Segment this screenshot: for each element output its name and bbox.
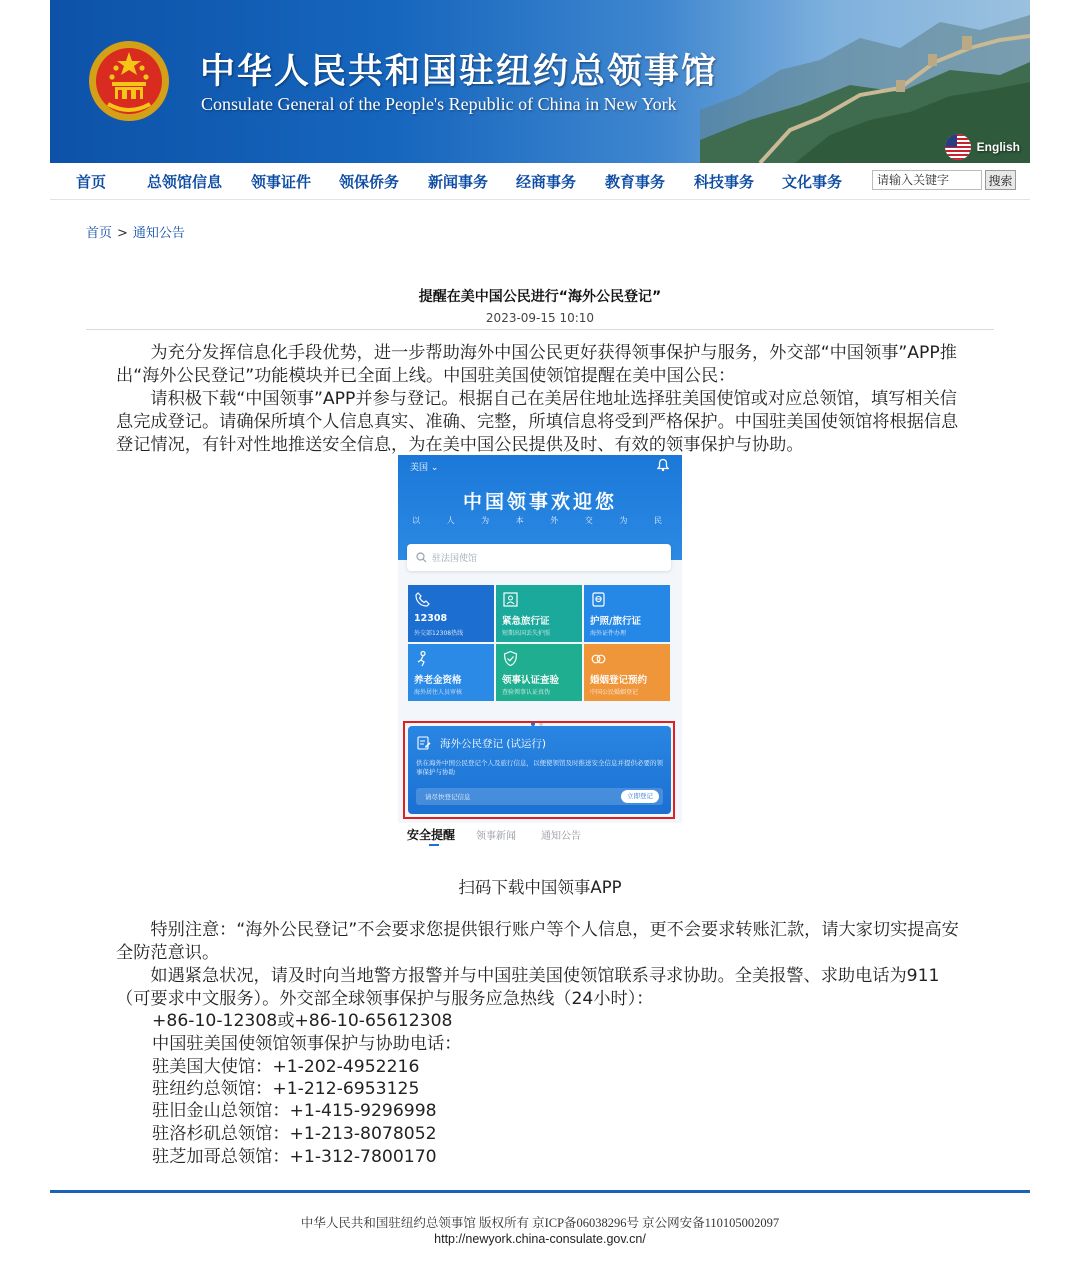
national-emblem-icon <box>88 40 170 122</box>
site-banner <box>50 0 1030 163</box>
article-title: 提醒在美中国公民进行“海外公民登记” <box>418 289 662 305</box>
tile-title: 12308 <box>414 613 448 624</box>
nav-item-news[interactable]: 新闻事务 <box>428 173 489 191</box>
search-icon <box>416 552 427 563</box>
tile-title: 领事认证查验 <box>502 675 560 686</box>
contacts-heading: 中国驻美国使领馆领事保护与协助电话： <box>152 1034 462 1054</box>
footer-divider <box>50 1190 1030 1193</box>
tile-subtitle: 短期出国丢失护照 <box>502 630 551 637</box>
app-tab-consular-news: 领事新闻 <box>476 831 516 842</box>
english-label: English <box>976 140 1020 154</box>
person-icon <box>414 650 431 667</box>
app-tile-pension <box>408 644 494 701</box>
emergency-paragraph <box>116 965 966 1011</box>
contact-chicago: 驻芝加哥总领馆：+1-312-7800170 <box>152 1147 437 1167</box>
app-tile-marriage-registration <box>584 644 670 701</box>
title-divider <box>86 329 994 330</box>
tile-title: 护照/旅行证 <box>590 616 641 627</box>
contact-new-york: 驻纽约总领馆：+1-212-6953125 <box>152 1079 420 1099</box>
instruction-line: 根据信息登记情况，有针对性地推送安全信息，为在美中国公民提供及时、有效的领事保护与协助。 <box>116 412 959 455</box>
main-nav <box>50 163 1030 200</box>
phone-icon <box>414 591 431 608</box>
instruction-line: 关信息完成登记。请确保所填个人信息真实、准确、完整，所填信息将受到严格保护。中国驻美国使领馆将 <box>116 389 957 432</box>
shield-check-icon <box>502 650 519 667</box>
notice-paragraph <box>116 919 966 965</box>
app-tile-authentication-check <box>496 644 582 701</box>
tile-title: 养老金资格 <box>414 675 462 686</box>
footer-url: http://newyork.china-consulate.gov.cn/ <box>434 1232 646 1246</box>
app-tabs <box>398 823 682 849</box>
app-tile-emergency-travel-document <box>496 585 582 642</box>
search-button[interactable]: 搜索 <box>985 170 1016 190</box>
tile-subtitle: 外交部12308热线 <box>414 630 464 637</box>
nav-item-consulate-info[interactable]: 总领馆信息 <box>147 173 223 191</box>
intro-line: 为充分发挥信息化手段优势，进一步帮助海外中国公民更好获得领事保护与服务，外交部“中国领 <box>150 343 882 363</box>
tile-subtitle: 查验领事认证真伪 <box>502 689 551 696</box>
passport-icon <box>590 591 607 608</box>
bell-icon <box>656 458 670 472</box>
instruction-paragraph <box>116 388 966 457</box>
app-slogan: 中国领事欢迎您 <box>462 491 617 513</box>
article-date: 2023-09-15 10:10 <box>485 311 595 325</box>
hotline-numbers: +86-10-12308或+86-10-65612308 <box>152 1011 453 1031</box>
app-search-bar <box>407 544 671 571</box>
app-tile-12308 <box>408 585 494 642</box>
app-screenshot <box>398 455 682 849</box>
nav-item-home[interactable]: 首页 <box>76 173 107 191</box>
app-tab-safety-alerts: 安全提醒 <box>407 828 456 842</box>
registration-hint: 请尽快登记信息 <box>425 793 471 801</box>
app-region-selector: 美国 ⌄ <box>410 463 439 473</box>
app-tab-announcements: 通知公告 <box>541 831 581 842</box>
tile-subtitle: 海外证件办理 <box>590 630 627 637</box>
notice-line: 特别注意：“海外公民登记”不会要求您提供银行账户等个人信息，更不会要求转账汇款，请大家切实 <box>150 920 908 940</box>
highlight-box <box>403 721 675 819</box>
breadcrumb-current-link[interactable]: 通知公告 <box>132 226 185 241</box>
tile-title: 紧急旅行证 <box>502 616 550 627</box>
intro-paragraph <box>116 342 966 388</box>
contact-embassy: 驻美国大使馆：+1-202-4952216 <box>152 1057 420 1077</box>
emergency-line: 911（可要求中文服务）。外交部全球领事保护与服务应急热线（24小时）： <box>116 966 940 1009</box>
registration-card-title: 海外公民登记 (试运行) <box>440 738 547 750</box>
footer-copyright: 中华人民共和国驻纽约总领事馆 版权所有 京ICP备06038296号 京公网安备110105002097 <box>300 1216 780 1230</box>
us-flag-icon <box>945 134 971 160</box>
app-tile-passport <box>584 585 670 642</box>
nav-item-culture[interactable]: 文化事务 <box>782 173 843 191</box>
site-title-cn: 中华人民共和国驻纽约总领事馆 <box>200 52 719 92</box>
nav-item-science-technology[interactable]: 科技事务 <box>694 173 755 191</box>
app-search-placeholder: 驻法国使馆 <box>432 554 478 564</box>
nav-item-economic-commercial[interactable]: 经商事务 <box>516 173 577 191</box>
notice-line: 提高安全防范意识。 <box>116 920 959 963</box>
breadcrumb-separator: > <box>117 226 128 241</box>
breadcrumb <box>86 222 185 241</box>
instruction-line: 请积极下载“中国领事”APP并参与登记。根据自己在美居住地址选择驻美国使馆或对应总领馆，填写相 <box>150 389 923 409</box>
nav-item-consular-documents[interactable]: 领事证件 <box>251 173 312 191</box>
breadcrumb-home-link[interactable]: 首页 <box>86 226 113 241</box>
rings-icon <box>590 650 607 667</box>
register-now-button: 立即登记 <box>621 790 659 803</box>
tile-subtitle: 中国公民婚姻登记 <box>590 689 639 696</box>
app-motto: 以 人 为 本 外 交 为 民 <box>412 516 668 525</box>
nav-item-education[interactable]: 教育事务 <box>605 173 666 191</box>
intro-line: 事”APP推出“海外公民登记”功能模块并已全面上线。中国驻美国使领馆提醒在美中国公民： <box>116 343 957 386</box>
contact-los-angeles: 驻洛杉矶总领馆：+1-213-8078052 <box>152 1124 437 1144</box>
search-input[interactable] <box>872 170 982 190</box>
site-title-en: Consulate General of the People's Republic of China in New York <box>201 94 677 114</box>
active-tab-indicator <box>429 844 439 846</box>
english-language-link[interactable] <box>945 134 1020 160</box>
contact-san-francisco: 驻旧金山总领馆：+1-415-9296998 <box>152 1101 437 1121</box>
tile-title: 婚姻登记预约 <box>590 675 648 686</box>
emergency-line: 如遇紧急状况，请及时向当地警方报警并与中国驻美国使领馆联系寻求协助。全美报警、求助电话为 <box>150 966 907 986</box>
image-caption: 扫码下载中国领事APP <box>458 878 622 897</box>
registration-card-description: 供在海外中国公民登记个人及旅行信息，以便使领馆及时推送安全信息并提供必要的领事保护与协助 <box>416 759 663 776</box>
nav-item-protection-overseas-chinese[interactable]: 领保侨务 <box>339 173 400 191</box>
tile-subtitle: 海外居住人员审核 <box>414 689 463 696</box>
id-card-icon <box>502 591 519 608</box>
